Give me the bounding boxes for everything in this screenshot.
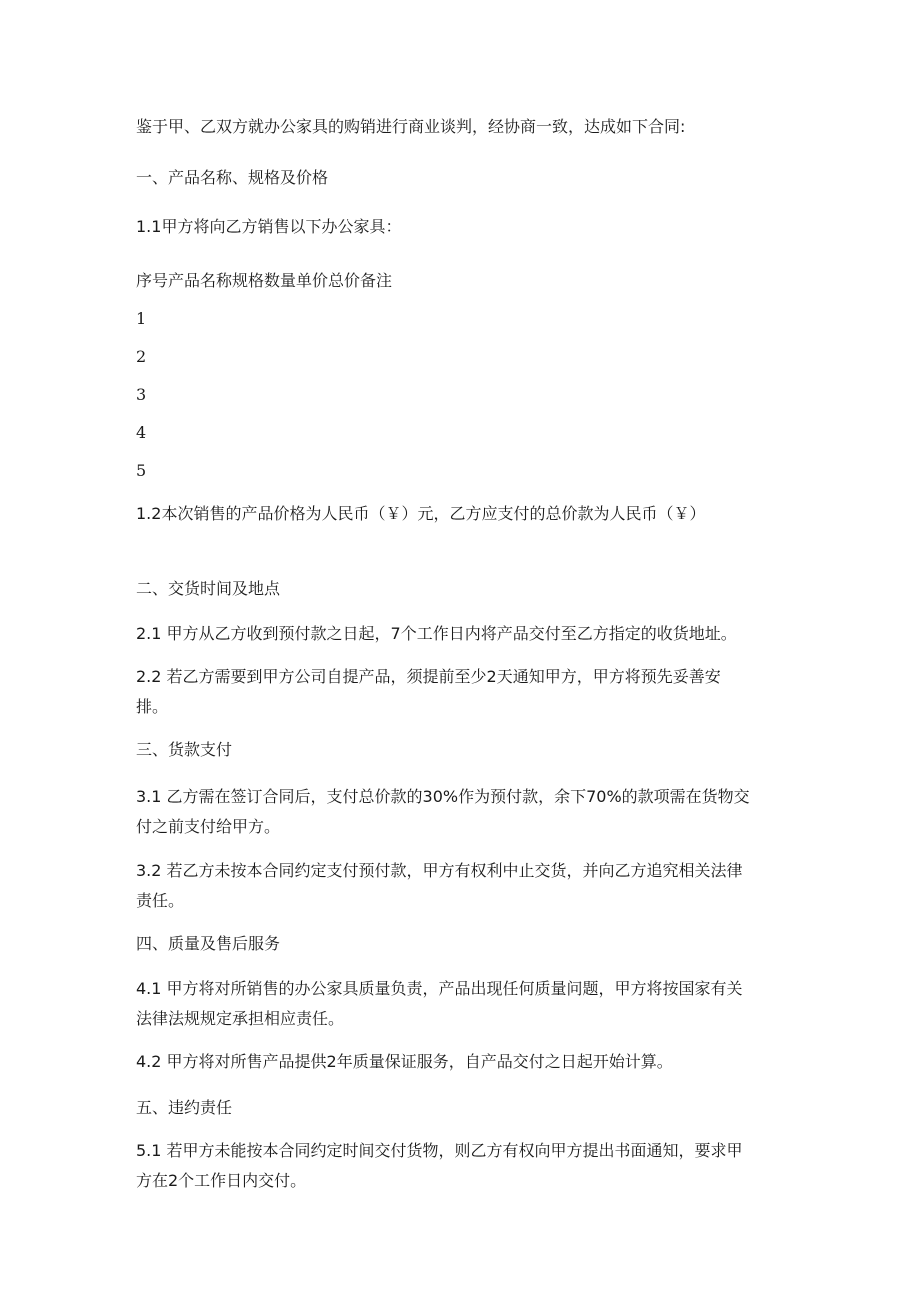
clause-4-1 xyxy=(136,974,796,1034)
clause-2-1: 2.1 甲方从乙方收到预付款之日起，7个工作日内将产品交付至乙方指定的收货地址。 xyxy=(136,624,737,643)
clause-5-1 xyxy=(136,1136,796,1196)
table-row: 1 xyxy=(136,309,147,328)
clause-3-2 xyxy=(136,856,796,916)
clause-5-1-line-2: 方在2个工作日内交付。 xyxy=(136,1171,307,1190)
table-row: 2 xyxy=(136,347,147,366)
clause-4-1-line-2: 法律法规规定承担相应责任。 xyxy=(136,1009,345,1028)
clause-4-2: 4.2 甲方将对所售产品提供2年质量保证服务，自产品交付之日起开始计算。 xyxy=(136,1052,673,1071)
table-row: 4 xyxy=(136,423,147,442)
clause-1-1: 1.1甲方将向乙方销售以下办公家具： xyxy=(136,217,402,236)
table-row: 5 xyxy=(136,461,147,480)
clause-2-2-line-1: 2.2 若乙方需要到甲方公司自提产品，须提前至少2天通知甲方，甲方将预先妥善安 xyxy=(136,667,721,686)
section-3-heading: 三、货款支付 xyxy=(136,740,233,759)
clause-2-2 xyxy=(136,662,796,722)
clause-3-1 xyxy=(136,782,796,842)
section-4-heading: 四、质量及售后服务 xyxy=(136,934,281,953)
table-row: 3 xyxy=(136,385,147,404)
clause-5-1-line-1: 5.1 若甲方未能按本合同约定时间交付货物，则乙方有权向甲方提出书面通知，要求甲 xyxy=(136,1141,743,1160)
table-header: 序号产品名称规格数量单价总价备注 xyxy=(136,271,393,290)
clause-2-2-line-2: 排。 xyxy=(136,697,169,716)
section-5-heading: 五、违约责任 xyxy=(136,1098,233,1117)
clause-3-1-line-1: 3.1 乙方需在签订合同后，支付总价款的30%作为预付款，余下70%的款项需在货物交 xyxy=(136,787,750,806)
section-2-heading: 二、交货时间及地点 xyxy=(136,579,281,598)
intro-paragraph: 鉴于甲、乙双方就办公家具的购销进行商业谈判，经协商一致，达成如下合同: xyxy=(136,117,686,136)
clause-3-2-line-2: 责任。 xyxy=(136,891,185,910)
clause-3-2-line-1: 3.2 若乙方未按本合同约定支付预付款，甲方有权利中止交货，并向乙方追究相关法律 xyxy=(136,861,743,880)
clause-1-2: 1.2本次销售的产品价格为人民币（￥）元，乙方应支付的总价款为人民币（￥） xyxy=(136,504,706,523)
section-1-heading: 一、产品名称、规格及价格 xyxy=(136,168,329,187)
clause-4-1-line-1: 4.1 甲方将对所销售的办公家具质量负责，产品出现任何质量问题，甲方将按国家有关 xyxy=(136,979,743,998)
clause-3-1-line-2: 付之前支付给甲方。 xyxy=(136,817,281,836)
